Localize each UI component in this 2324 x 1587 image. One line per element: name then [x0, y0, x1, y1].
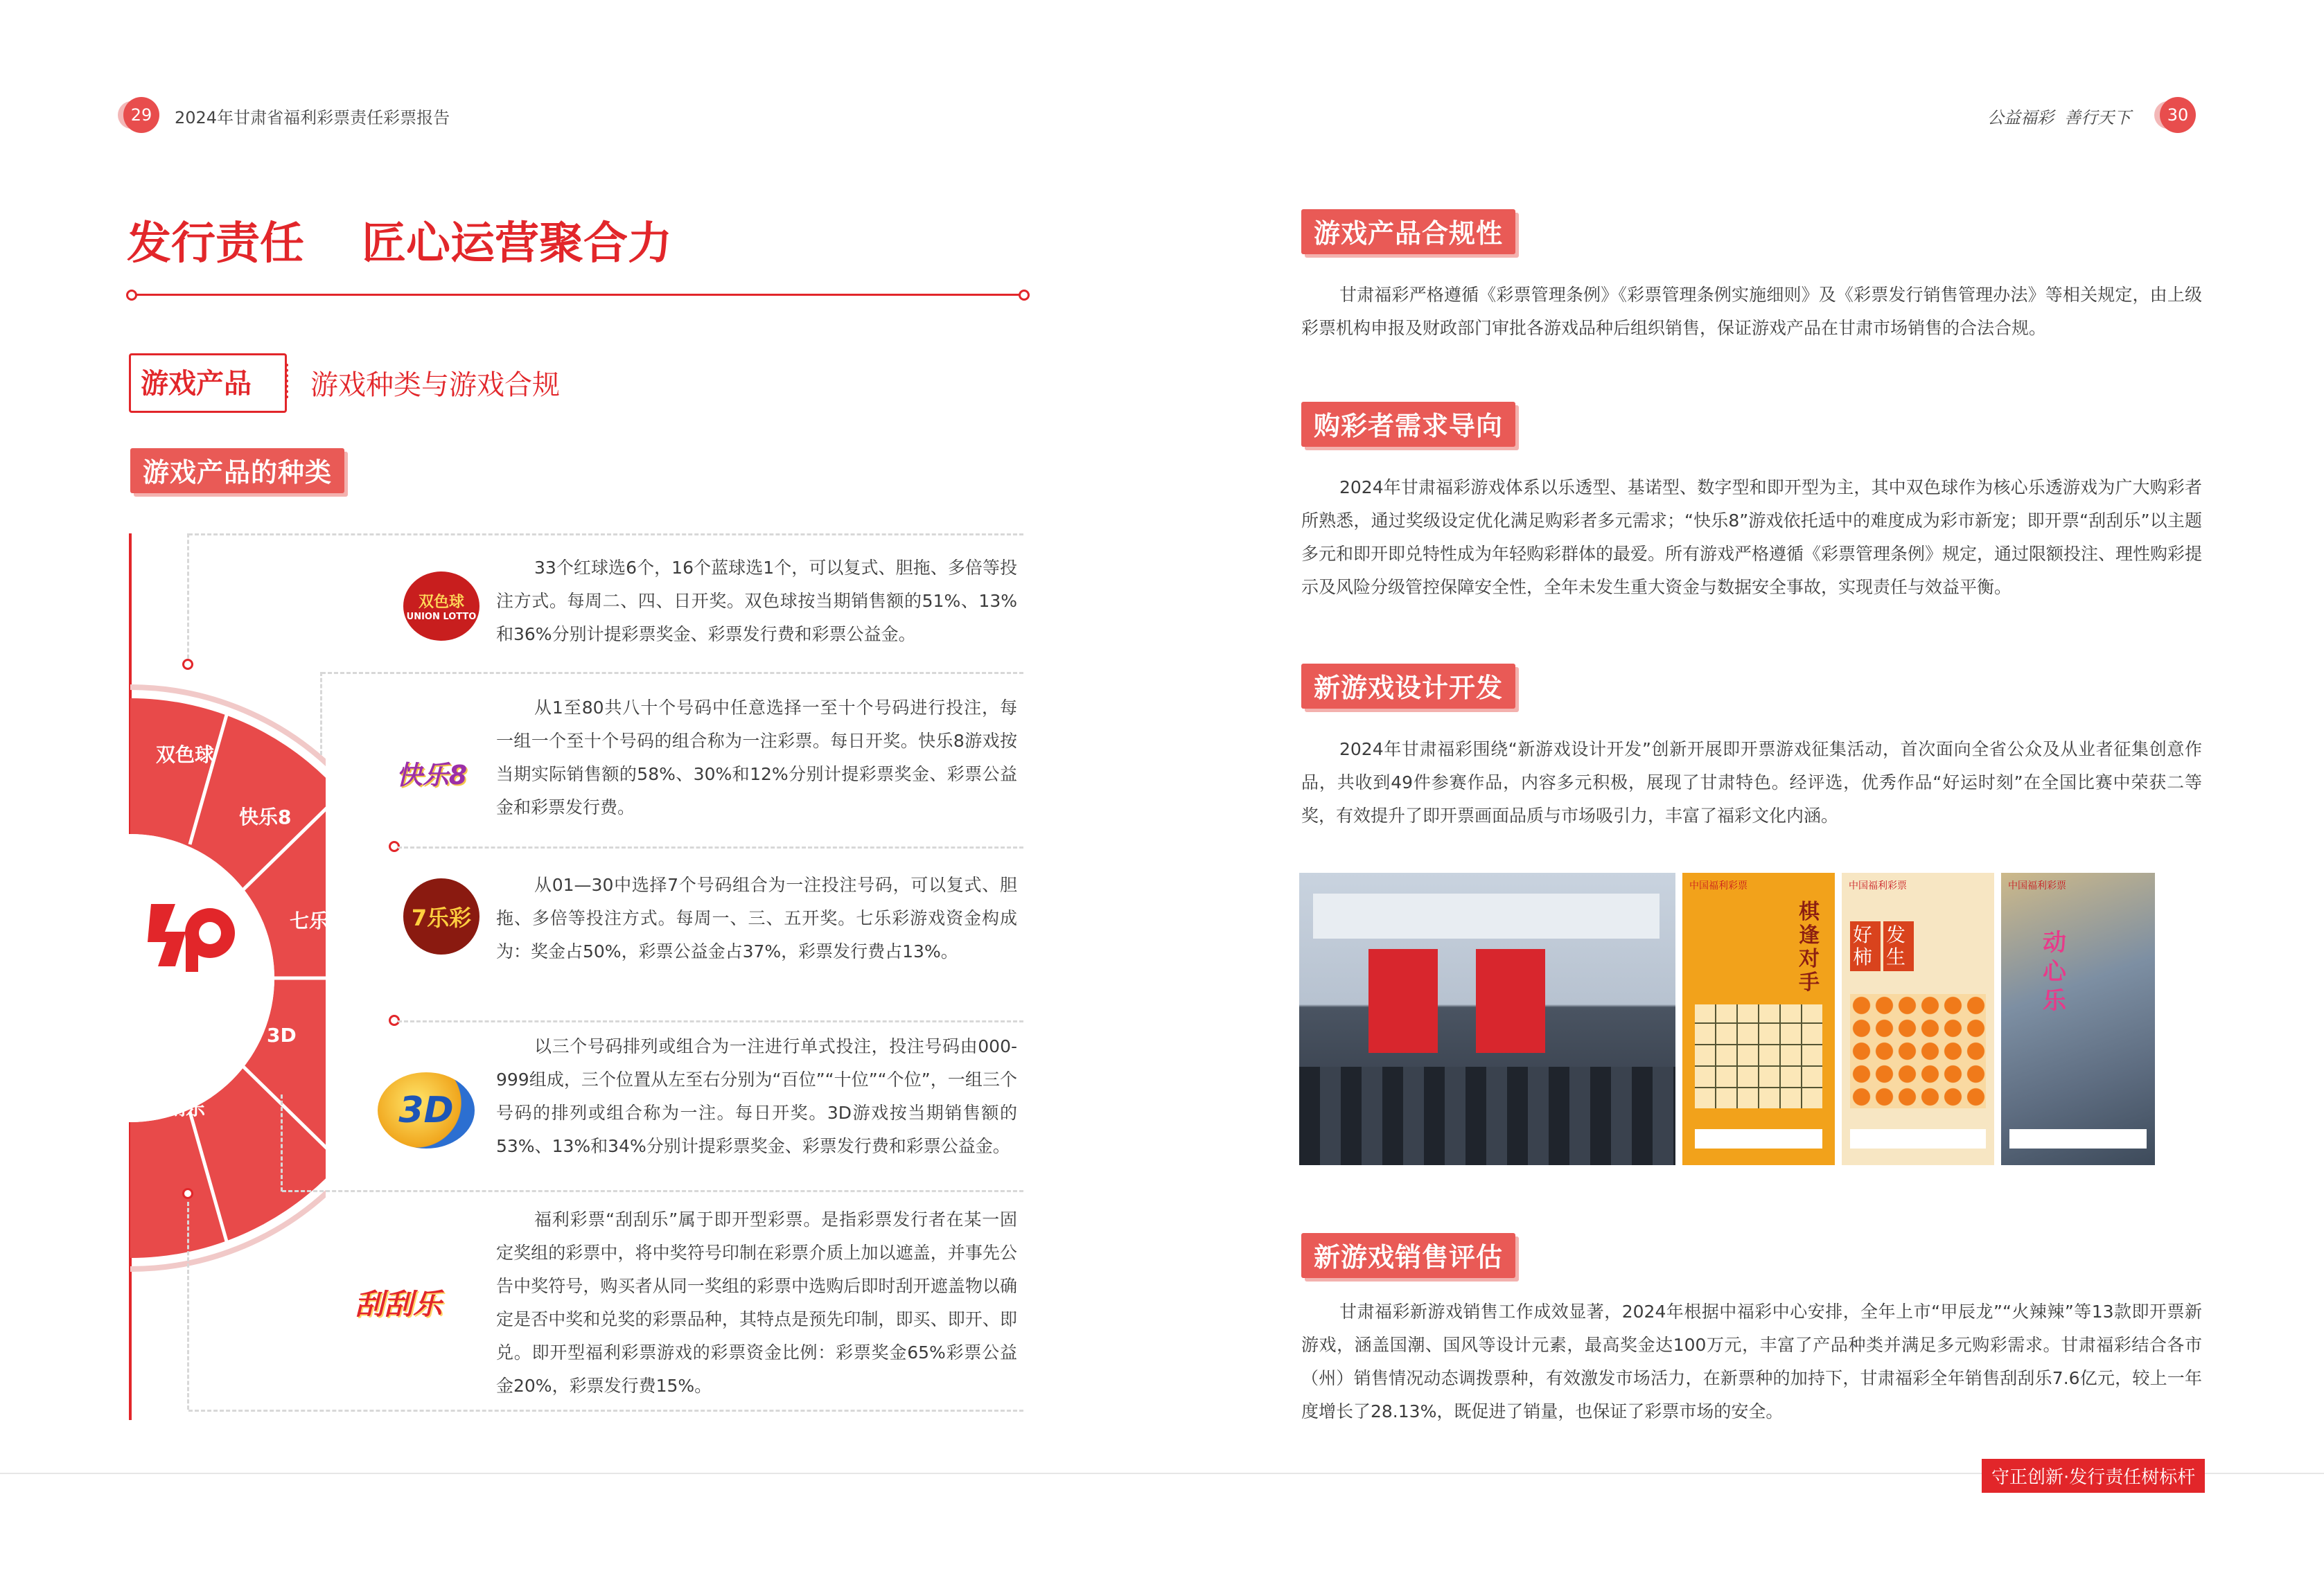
- game-desc-guaguale: 福利彩票“刮刮乐”属于即开型彩票。是指彩票发行者在某一固定奖组的彩票中，将中奖符号印制在彩票介质上加以遮盖，并事先公告中奖符号，购买者从同一奖组的彩票中选购后即时刮开遮盖物以确定是否中奖和兑奖的彩票品种，其特点是预先印制，即买、即开、即兑。即开型福利彩票游戏的彩票资金比例：彩票奖金65%彩票公益金20%，彩票发行费15%。: [496, 1209, 1017, 1396]
- left-page-number: 29: [123, 97, 159, 133]
- text-compliance: 甘肃福彩严格遵循《彩票管理条例》《彩票管理条例实施细则》及《彩票发行销售管理办法》等相关规定，由上级彩票机构申报及财政部门审批各游戏品种后组织销售，保证游戏产品在甘肃市场销售的合法合规。: [1301, 285, 2202, 338]
- ticket-haoshi-title-a: 好柿: [1850, 921, 1881, 971]
- wheel-segment-qilecai: 七乐彩: [290, 910, 349, 932]
- wheel-segment-kuaile8: 快乐8: [239, 806, 292, 828]
- game-desc-shuangseqiu: 33个红球选6个，16个蓝球选1个，可以复式、胆拖、多倍等投注方式。每周二、四、日开奖。双色球按当期销售额的51%、13%和36%分别计提彩票奖金、彩票发行费和彩票公益金。: [496, 558, 1017, 644]
- fucai-logo-icon: [137, 890, 241, 980]
- slogan: 公益福彩 善行天下: [1987, 108, 2131, 127]
- ticket-qifeng-brand: 中国福利彩票: [1689, 880, 1748, 892]
- ticket-qifeng-barcode: [1695, 1129, 1822, 1149]
- connector-6h: [188, 1410, 1023, 1412]
- connector-dot-4: [182, 1188, 193, 1199]
- connector-1h: [188, 533, 1023, 535]
- main-title-part1: 发行责任: [127, 218, 304, 269]
- game-desc-kuaile8: 从1至80共八十个号码中任意选择一至十个号码进行投注，每一组一个至十个号码的组合称为一注彩票。每日开奖。快乐8游戏按当期实际销售额的58%、30%和12%分别计提彩票奖金、彩票公益金和彩票发行费。: [496, 698, 1017, 817]
- title-divider-dot-left: [126, 290, 137, 301]
- logo-kuaile8: 快乐8: [396, 759, 468, 790]
- stage-screen-left: [1368, 949, 1438, 1053]
- logo-shuangseqiu: [403, 571, 479, 641]
- section-title: 游戏种类与游戏合规: [310, 369, 560, 401]
- ticket-qifeng: [1682, 873, 1835, 1165]
- footer-rule: [0, 1473, 2324, 1474]
- wheel-segment-3d: 3D: [267, 1024, 297, 1047]
- main-title-part2: 匠心运营聚合力: [362, 218, 672, 269]
- connector-3h: [398, 846, 1023, 849]
- text-newgame-design: 2024年甘肃福彩围绕“新游戏设计开发”创新开展即开票游戏征集活动，首次面向全省公众及从业者征集创意作品，共收到49件参赛作品，内容多元积极，展现了甘肃特色。经评选，优秀作品“好运时刻”在全国比赛中荣获二等奖，有效提升了即开票画面品质与市场吸引力，丰富了福彩文化内涵。: [1301, 739, 2202, 826]
- text-newgame-sales: 甘肃福彩新游戏销售工作成效显著，2024年根据中福彩中心安排，全年上市“甲辰龙”“火辣辣”等13款即开票新游戏，涵盖国潮、国风等设计元素，最高奖金达100万元，丰富了产品种类并满足多元购彩需求。甘肃福彩结合各市（州）销售情况动态调拨票种，有效激发市场活力，在新票种的加持下，甘肃福彩全年销售刮刮乐7.6亿元，较上一年度增长了28.13%，既促进了销量，也保证了彩票市场的安全。: [1301, 1302, 2202, 1421]
- ticket-haoshi-grid: [1850, 994, 1986, 1108]
- ticket-dongxinle: [2001, 873, 2155, 1165]
- audience: [1299, 1067, 1675, 1165]
- ticket-haoshi-title-b: 发生: [1883, 921, 1914, 971]
- right-page-number: 30: [2160, 97, 2196, 133]
- connector-dot-1: [182, 659, 193, 670]
- ticket-haoshi-barcode: [1850, 1129, 1986, 1149]
- ticket-dongxinle-brand: 中国福利彩票: [2008, 880, 2066, 892]
- wheel-segment-guaguale: 刮刮乐: [147, 1097, 206, 1119]
- connector-5h: [282, 1190, 1023, 1192]
- stage-screen-right: [1476, 949, 1545, 1053]
- game-desc-qilecai: 从01—30中选择7个号码组合为一注投注号码，可以复式、胆拖、多倍等投注方式。每周一、三、五开奖。七乐彩游戏资金构成为：奖金占50%，彩票公益金占37%，彩票发行费占13%。: [496, 875, 1017, 961]
- event-photo: [1299, 873, 1675, 1165]
- report-title: 2024年甘肃省福利彩票责任彩票报告: [175, 108, 450, 127]
- logo-shuangseqiu-sub: UNION LOTTO: [406, 612, 477, 622]
- badge-compliance: 游戏产品合规性: [1301, 209, 1515, 254]
- badge-newgame-design: 新游戏设计开发: [1301, 664, 1515, 709]
- logo-qilecai: 7乐彩: [403, 878, 479, 955]
- badge-demand: 购彩者需求导向: [1301, 402, 1515, 447]
- connector-2: [320, 672, 322, 755]
- wheel-segment-shuangseqiu: 双色球: [156, 743, 215, 766]
- connector-5: [281, 1094, 283, 1191]
- ticket-haoshi: [1842, 873, 1994, 1165]
- logo-guaguale: 刮刮乐: [354, 1287, 442, 1321]
- connector-1: [187, 533, 189, 665]
- logo-shuangseqiu-text: 双色球: [418, 594, 464, 611]
- text-demand: 2024年甘肃福彩游戏体系以乐透型、基诺型、数字型和即开型为主，其中双色球作为核心乐透游戏为广大购彩者所熟悉，通过奖级设定优化满足购彩者多元需求；“快乐8”游戏依托适中的难度成为彩市新宠；即开票“刮刮乐”以主题多元和即开即兑特性成为年轻购彩群体的最爱。所有游戏严格遵循《彩票管理条例》规定，通过限额投注、理性购彩提示及风险分级管控保障安全性，全年未发生重大资金与数据安全事故，实现责任与效益平衡。: [1301, 477, 2203, 597]
- title-divider: [130, 294, 1024, 296]
- connector-6: [187, 1202, 189, 1410]
- section-badge-dots: [285, 364, 292, 398]
- game-desc-3d: 以三个号码排列或组合为一注进行单式投注，投注号码由000-999组成，三个位置从左至右分别为“百位”“十位”“个位”，一组三个号码的排列或组合称为一注。每日开奖。3D游戏按当期销售额的53%、13%和34%分别计提彩票奖金、彩票发行费和彩票公益金。: [496, 1036, 1017, 1156]
- fucai-logo: [137, 890, 241, 980]
- ticket-dongxinle-title: 动心乐: [2043, 929, 2066, 1015]
- badge-newgame-sales: 新游戏销售评估: [1301, 1233, 1515, 1278]
- section-badge: 游戏产品: [141, 368, 252, 400]
- connector-2h: [322, 672, 1023, 674]
- ticket-haoshi-brand: 中国福利彩票: [1849, 880, 1907, 892]
- ticket-qifeng-title: 棋逢对手: [1799, 900, 1820, 995]
- footer-tag: 守正创新·发行责任树标杆: [1982, 1459, 2205, 1493]
- ticket-qifeng-board: [1695, 1004, 1822, 1108]
- stage-backdrop: [1313, 894, 1660, 939]
- sub-badge: 游戏产品的种类: [130, 448, 344, 493]
- title-divider-dot-right: [1019, 290, 1030, 301]
- logo-3d: 3D: [378, 1072, 475, 1149]
- ticket-dongxinle-barcode: [2009, 1129, 2147, 1149]
- connector-4h: [398, 1020, 1023, 1022]
